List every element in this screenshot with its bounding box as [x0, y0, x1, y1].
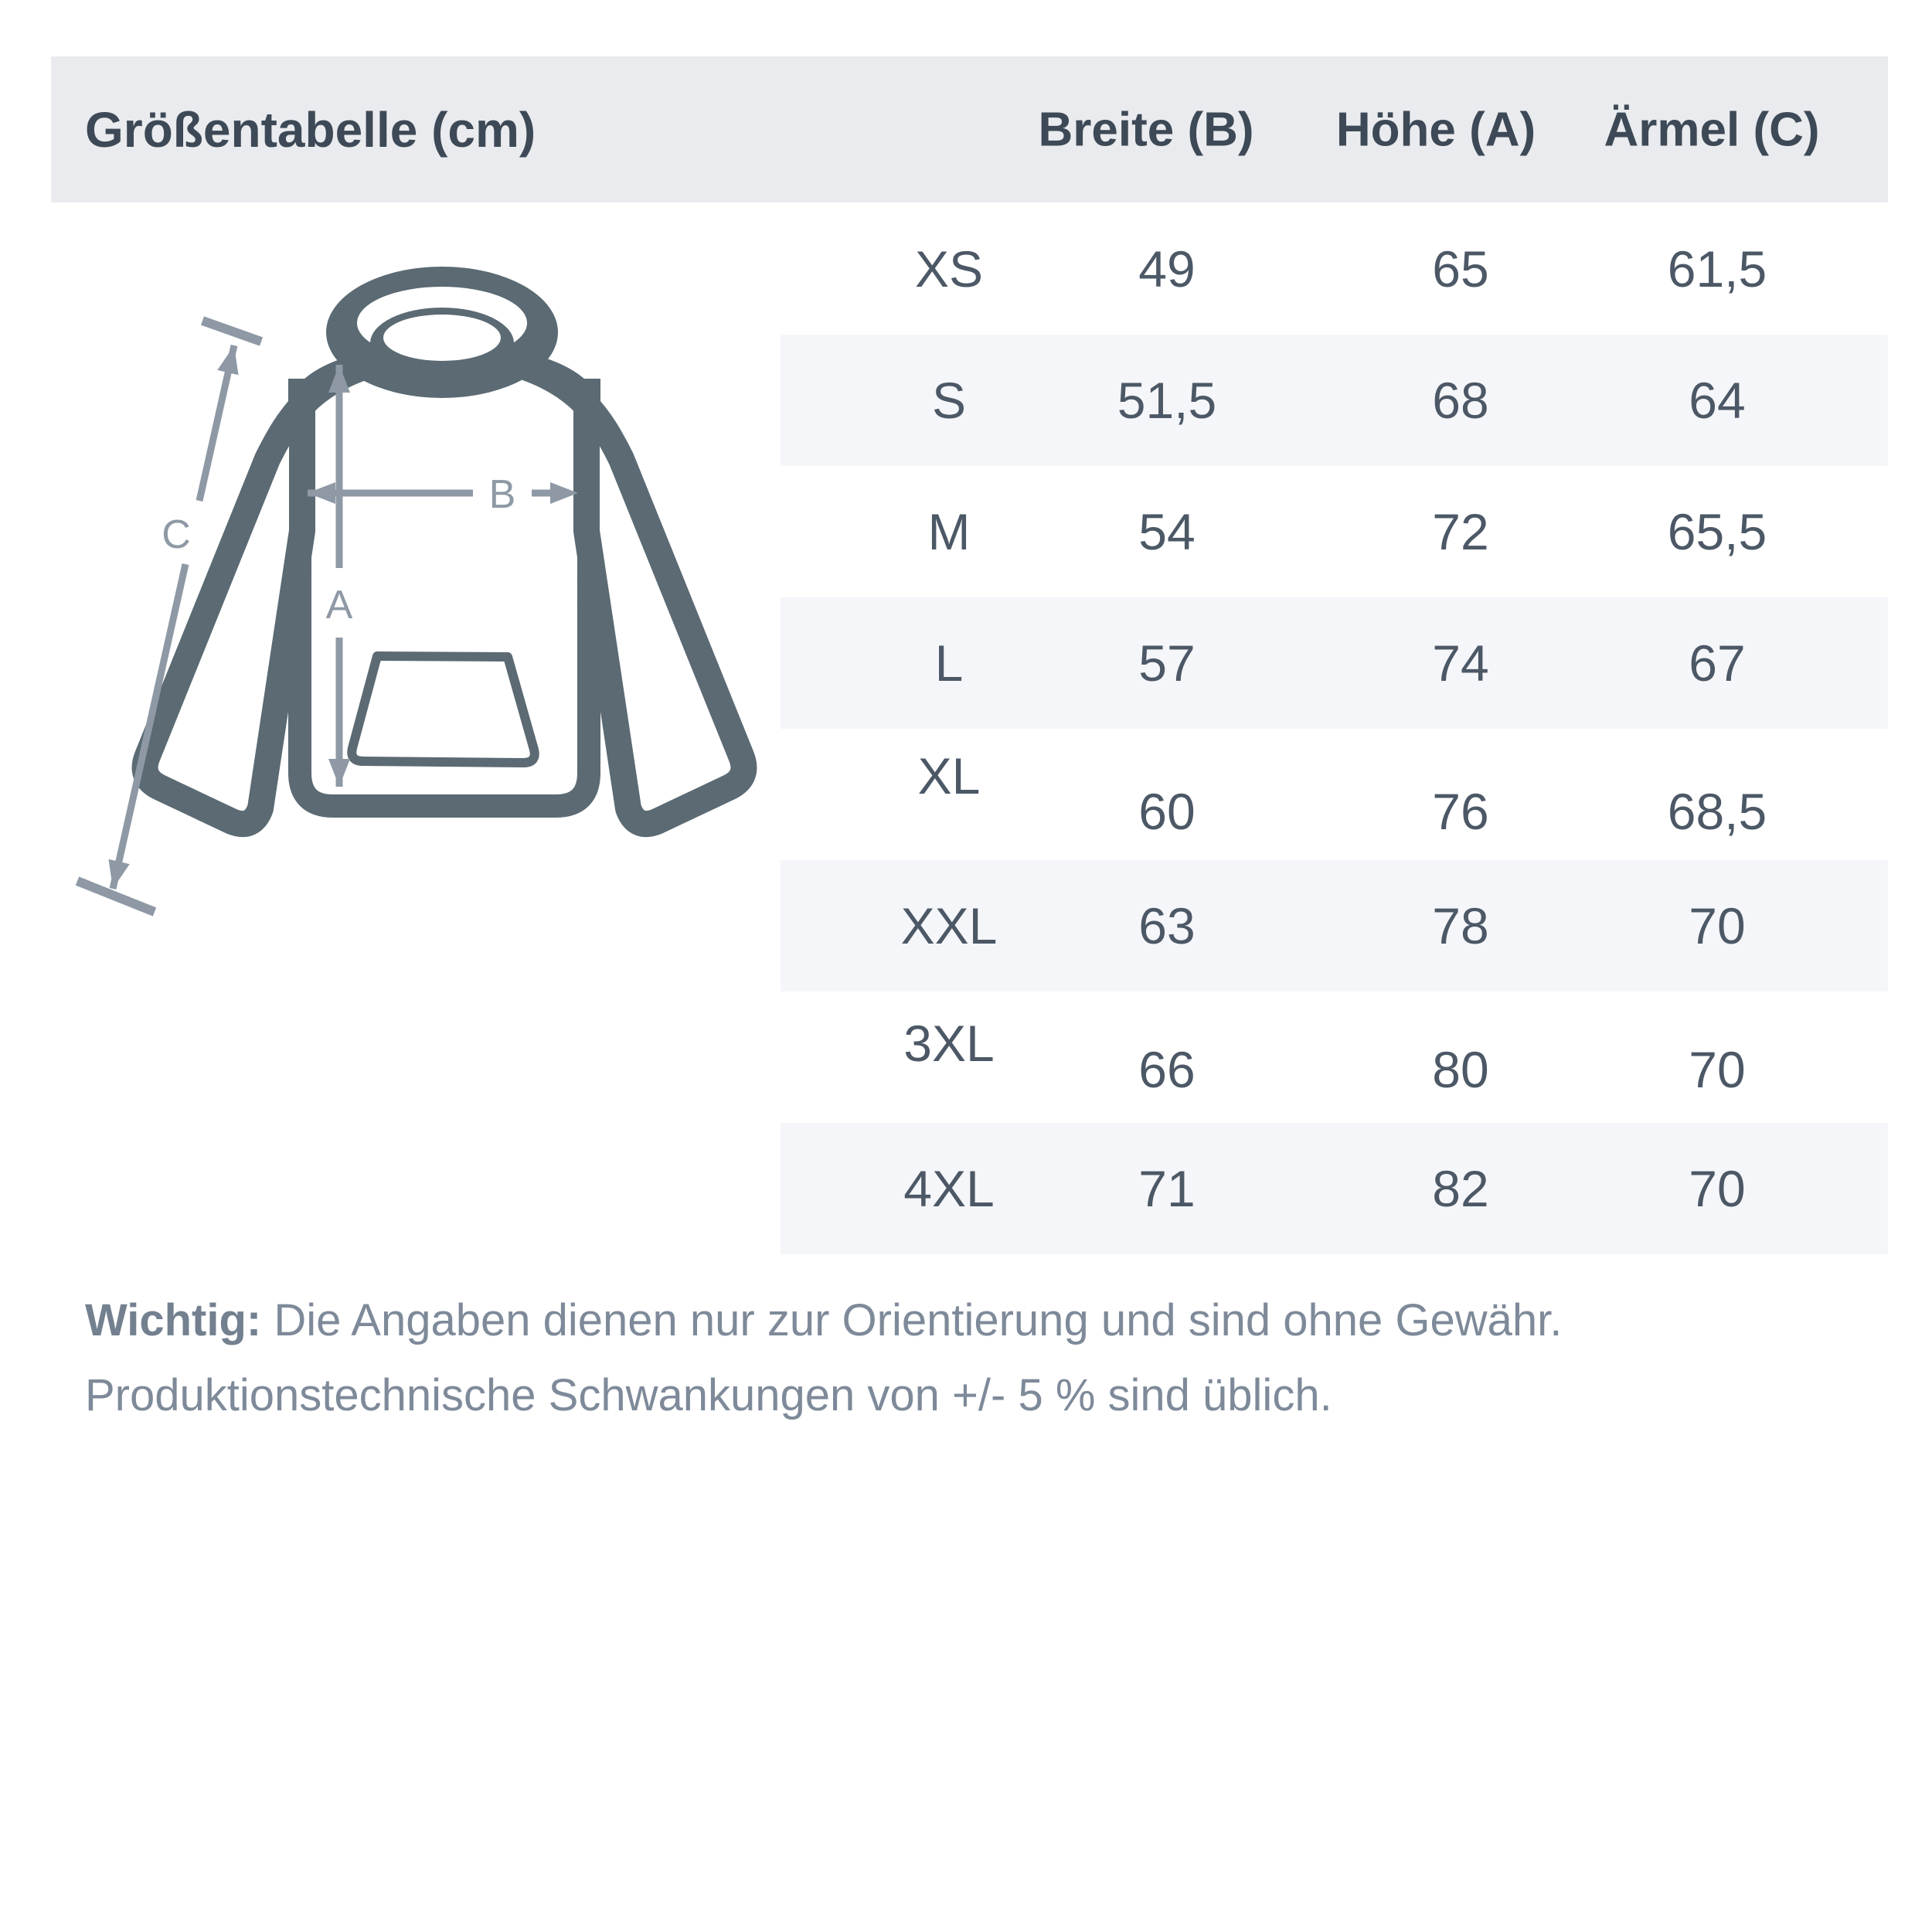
disclaimer-note: [85, 1283, 1893, 1433]
hoehe-value: 82: [1432, 1160, 1489, 1217]
table-row: [0, 992, 1932, 1123]
table-row: [0, 203, 1932, 335]
aermel-value: 65,5: [1667, 503, 1767, 560]
size-label: 3XL: [903, 1015, 995, 1072]
size-label: L: [934, 634, 964, 692]
column-header-aermel: Ärmel (C): [1604, 103, 1820, 156]
hoehe-value: 68: [1432, 372, 1489, 429]
breite-value: 49: [1138, 240, 1196, 298]
page-title: Größentabelle (cm): [85, 101, 536, 158]
hoehe-value: 74: [1432, 634, 1489, 692]
table-row: [0, 335, 1932, 466]
breite-value: 54: [1138, 503, 1196, 560]
breite-value: 57: [1138, 634, 1196, 692]
column-header-breite: Breite (B): [1038, 103, 1254, 156]
aermel-value: 64: [1689, 372, 1746, 429]
breite-value: 60: [1138, 783, 1196, 840]
table-row: [0, 860, 1932, 992]
breite-value: 71: [1138, 1160, 1196, 1217]
table-row: [0, 1123, 1932, 1254]
size-label: XS: [914, 240, 984, 298]
disclaimer-text: Die Angaben dienen nur zur Orientierung und sind ohne Gewähr. Produktionstechnische Schwankungen von +/- 5 % sind üblich.: [85, 1295, 1563, 1420]
aermel-value: 67: [1689, 634, 1746, 692]
aermel-value: 70: [1689, 1160, 1746, 1217]
aermel-value: 70: [1689, 1041, 1746, 1098]
hoehe-value: 80: [1432, 1041, 1489, 1098]
measure-label-b: B: [488, 472, 516, 517]
size-label: XL: [917, 747, 981, 804]
breite-value: 63: [1138, 897, 1196, 954]
hoehe-value: 72: [1432, 503, 1489, 560]
size-label: S: [931, 372, 967, 429]
breite-value: 51,5: [1117, 372, 1217, 429]
table-row: [0, 597, 1932, 729]
size-label: 4XL: [903, 1160, 995, 1217]
column-header-hoehe: Höhe (A): [1335, 103, 1536, 156]
measure-label-a: A: [325, 583, 353, 628]
aermel-value: 68,5: [1667, 783, 1767, 840]
hoehe-value: 65: [1432, 240, 1489, 298]
measure-label-c: C: [162, 512, 191, 557]
size-table: [0, 203, 1932, 1254]
size-label: XXL: [900, 897, 998, 954]
aermel-value: 70: [1689, 897, 1746, 954]
aermel-value: 61,5: [1667, 240, 1767, 298]
hoehe-value: 78: [1432, 897, 1489, 954]
disclaimer-label: Wichtig:: [85, 1295, 262, 1345]
hoehe-value: 76: [1432, 783, 1489, 840]
table-row: [0, 729, 1932, 860]
table-row: [0, 466, 1932, 597]
size-label: M: [927, 503, 971, 560]
breite-value: 66: [1138, 1041, 1196, 1098]
